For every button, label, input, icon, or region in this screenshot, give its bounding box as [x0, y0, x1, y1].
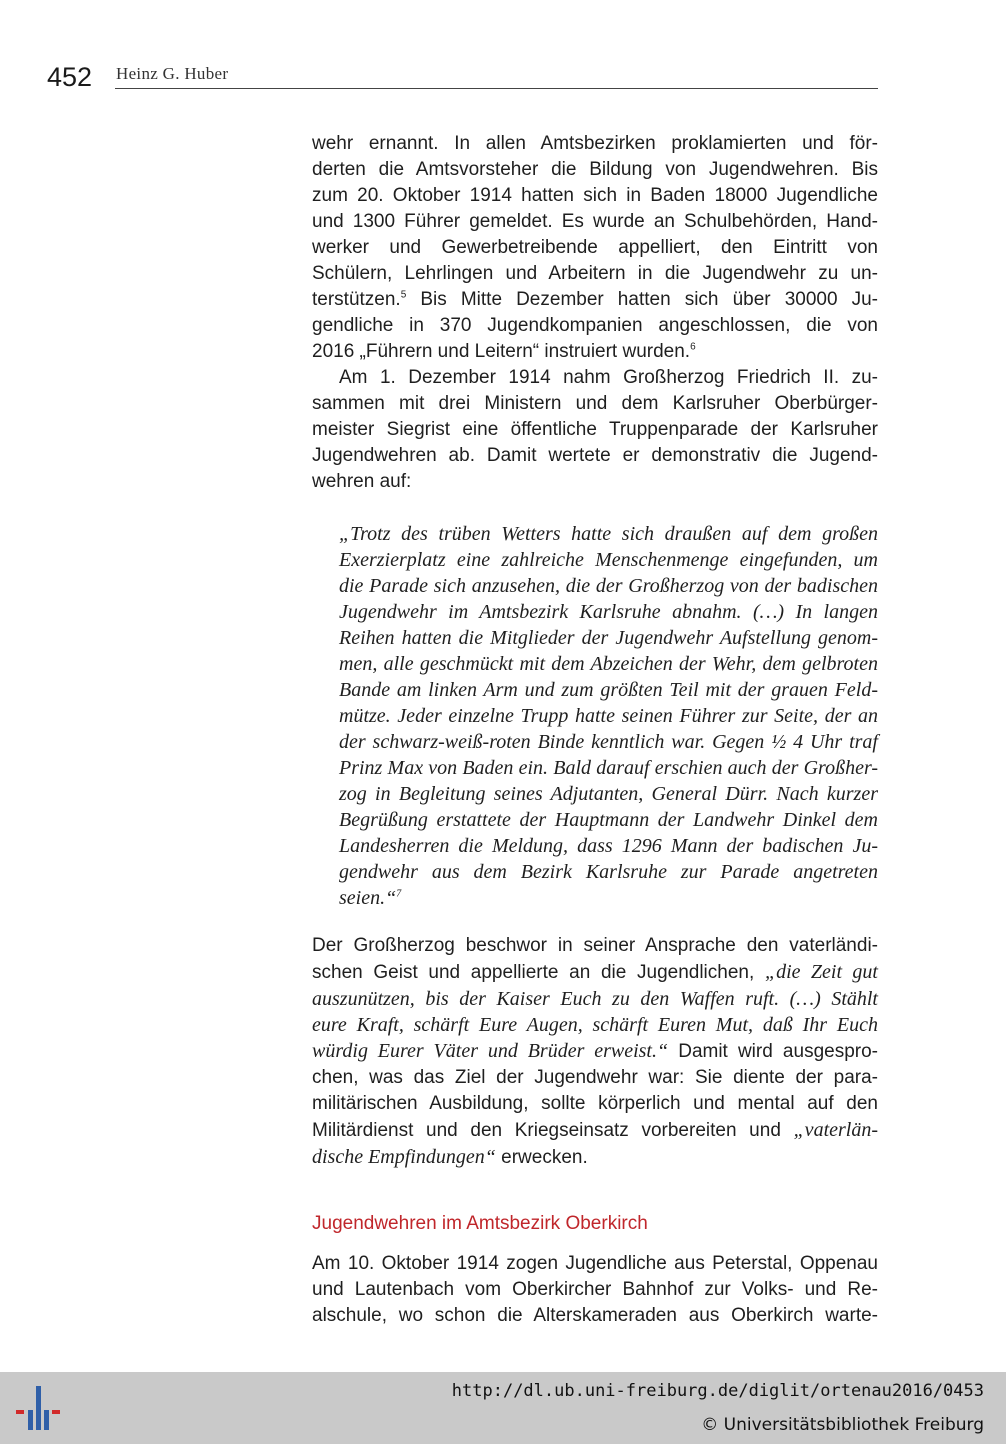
text-fragment: erwecken.	[495, 1147, 588, 1168]
text-line: militärischen Ausbildung, sollte körperlich und mental auf den	[312, 1093, 878, 1114]
text-line: sammen mit drei Ministern und dem Karlsruher Oberbürger-	[312, 393, 878, 414]
text-line: Am 1. Dezember 1914 nahm Großherzog Friedrich II. zu-	[339, 367, 878, 388]
paragraph-1	[312, 131, 878, 365]
text-fragment: 2016 „Führern und Leitern“ instruiert wurden.	[312, 341, 691, 362]
text-line: und 1300 Führer gemeldet. Es wurde an Schulbehörden, Hand-	[312, 211, 878, 232]
text-line: Schülern, Lehrlingen und Arbeitern in die Jugendwehr zu un-	[312, 263, 878, 284]
block-quote	[339, 521, 878, 911]
quote-line: zog in Begleitung seines Adjutanten, General Dürr. Nach kurzer	[339, 783, 878, 805]
quote-line: men, alle geschmückt mit dem Abzeichen der Wehr, dem gelbroten	[339, 653, 878, 675]
quote-line: mütze. Jeder einzelne Trupp hatte seinen Führer zur Seite, der an	[339, 705, 878, 727]
quote-line: Prinz Max von Baden ein. Bald darauf erschien auch der Großher-	[339, 757, 878, 779]
text-line: wehren auf:	[312, 471, 412, 492]
quoted-speech: dische Empfindungen“	[312, 1146, 496, 1168]
footnote-marker-5[interactable]: 5	[400, 289, 407, 301]
text-line: werker und Gewerbetreibende appelliert, den Eintritt von	[312, 237, 878, 258]
quote-line: Reihen hatten die Mitglieder der Jugendwehr Aufstellung genom-	[339, 627, 878, 649]
quoted-speech: würdig Eurer Väter und Brüder erweist.“	[312, 1040, 669, 1062]
quoted-speech: „vaterlän-	[793, 1119, 878, 1141]
source-url-link[interactable]: http://dl.ub.uni-freiburg.de/diglit/ortenau2016/0453	[451, 1381, 984, 1401]
header-rule	[115, 88, 878, 89]
text-line	[312, 1038, 878, 1065]
text-line: zum 20. Oktober 1914 hatten sich in Baden 18000 Jugendliche	[312, 185, 878, 206]
text-line: wehr ernannt. In allen Amtsbezirken proklamierten und för-	[312, 133, 878, 154]
quote-line: Bande am linken Arm und zum größten Teil mit der grauen Feld-	[339, 679, 878, 701]
text-line: gendliche in 370 Jugendkompanien angeschlossen, die von	[312, 315, 878, 336]
quoted-speech-line: auszunützen, bis der Kaiser Euch zu den Waffen ruft. (…) Stählt	[312, 988, 878, 1010]
paragraph-2	[312, 365, 878, 495]
quote-line	[339, 859, 878, 911]
text-line: derten die Amtsvorsteher die Bildung von Jugendwehren. Bis	[312, 159, 878, 180]
paragraph-4	[312, 1251, 878, 1329]
text-fragment: gendwehr aus dem Bezirk Karlsruhe zur Parade angetreten seien.“	[339, 861, 878, 909]
text-line: Am 10. Oktober 1914 zogen Jugendliche aus Peterstal, Oppenau	[312, 1253, 878, 1274]
footnote-marker-6[interactable]: 6	[690, 341, 696, 353]
quoted-speech-line: eure Kraft, schärft Eure Augen, schärft Euren Mut, daß Ihr Euch	[312, 1014, 878, 1036]
text-line	[312, 1144, 878, 1171]
text-line	[312, 959, 878, 986]
text-line	[312, 1117, 878, 1144]
section-heading: Jugendwehren im Amtsbezirk Oberkirch	[312, 1213, 648, 1234]
article-body	[312, 131, 878, 1329]
page-header	[47, 58, 878, 92]
quote-line: Jugendwehr im Amtsbezirk Karlsruhe abnahm. (…) In langen	[339, 601, 878, 623]
footnote-marker-7[interactable]: 7	[396, 888, 402, 900]
quote-line: Exerzierplatz eine zahlreiche Menschenmenge eingefunden, um	[339, 549, 878, 571]
text-line: und Lautenbach vom Oberkircher Bahnhof zur Volks- und Re-	[312, 1279, 878, 1300]
text-fragment: Damit wird ausgespro-	[668, 1041, 878, 1062]
quote-line: Landesherren die Meldung, dass 1296 Mann der badischen Ju-	[339, 835, 878, 857]
quote-line: Begrüßung erstattete der Hauptmann der Landwehr Dinkel dem	[339, 809, 878, 831]
text-fragment: Bis Mitte Dezember hatten sich über 30000 Ju-	[406, 289, 878, 310]
text-fragment: terstützen.	[312, 289, 401, 310]
text-line	[312, 339, 878, 365]
text-line: Der Großherzog beschwor in seiner Ansprache den vaterländi-	[312, 935, 878, 956]
ub-freiburg-logo-icon	[14, 1384, 62, 1432]
text-line: meister Siegrist eine öffentliche Truppenparade der Karlsruher	[312, 419, 878, 440]
text-fragment: Militärdienst und den Kriegseinsatz vorbereiten und	[312, 1120, 794, 1141]
text-line: Jugendwehren ab. Damit wertete er demonstrativ die Jugend-	[312, 445, 878, 466]
text-line: alschule, wo schon die Alterskameraden aus Oberkirch warte-	[312, 1305, 878, 1326]
copyright-notice: © Universitätsbibliothek Freiburg	[701, 1415, 984, 1435]
footer-band	[0, 1372, 1006, 1444]
paragraph-3	[312, 933, 878, 1171]
quote-line: der schwarz-weiß-roten Binde kenntlich war. Gegen ½ 4 Uhr traf	[339, 731, 878, 753]
running-head: Heinz G. Huber	[116, 64, 229, 83]
text-fragment: schen Geist und appellierte an die Jugendlichen,	[312, 962, 765, 983]
page-number: 452	[47, 62, 93, 92]
quote-line: die Parade sich anzusehen, die der Großherzog von der badischen	[339, 575, 878, 597]
quoted-speech: „die Zeit gut	[764, 961, 878, 983]
text-line	[312, 287, 878, 313]
text-line: chen, was das Ziel der Jugendwehr war: Sie diente der para-	[312, 1067, 878, 1088]
quote-line: „Trotz des trüben Wetters hatte sich draußen auf dem großen	[339, 523, 878, 545]
